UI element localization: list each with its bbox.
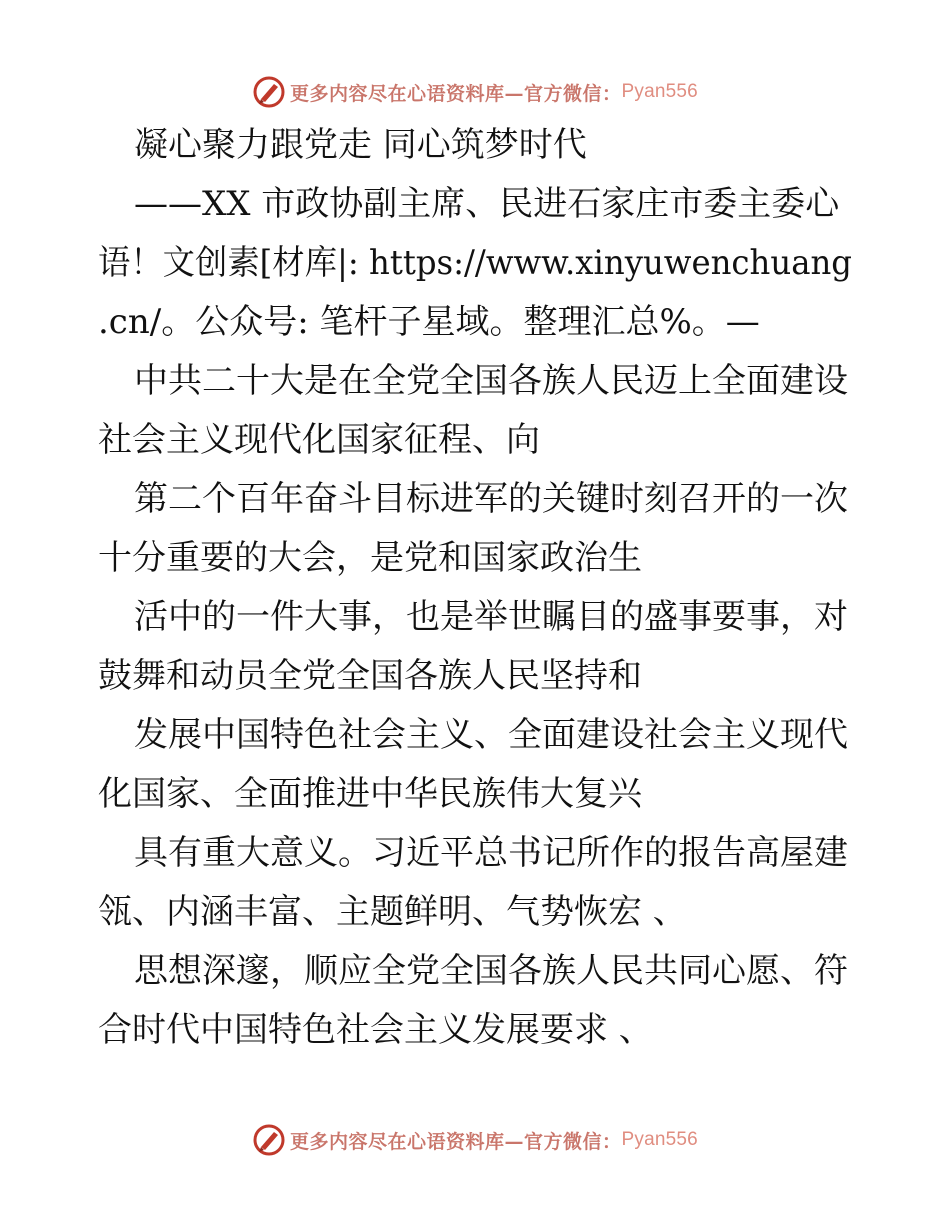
footer-banner-text: 更多内容尽在心语资料库—官方微信： — [290, 1130, 622, 1153]
text-line: 化国家、全面推进中华民族伟大复兴 — [98, 774, 642, 814]
text-line: 具有重大意义。习近平总书记所作的报告高屋建 — [134, 833, 848, 873]
text-line: 第二个百年奋斗目标进军的关键时刻召开的一次 — [134, 479, 848, 519]
header-banner — [0, 72, 950, 112]
footer-wechat-id: Pyan556 — [621, 1129, 698, 1150]
text-line: 合时代中国特色社会主义发展要求 、 — [98, 1010, 653, 1050]
header-wechat-id: Pyan556 — [621, 81, 698, 102]
text-line: 社会主义现代化国家征程、向 — [98, 420, 540, 460]
text-line: 发展中国特色社会主义、全面建设社会主义现代 — [134, 715, 848, 755]
document-title: 凝心聚力跟党走 同心筑梦时代 — [134, 125, 587, 165]
red-quill-logo-icon — [252, 75, 286, 109]
text-line: 瓴、内涵丰富、主题鲜明、气势恢宏 、 — [98, 892, 687, 932]
document-subtitle: ——XX 市政协副主席、民进石家庄市委主委心 — [134, 184, 840, 224]
text-line: 中共二十大是在全党全国各族人民迈上全面建设 — [134, 361, 848, 401]
text-line: 十分重要的大会，是党和国家政治生 — [98, 538, 642, 578]
footer-banner — [0, 1120, 950, 1160]
text-line: 鼓舞和动员全党全国各族人民坚持和 — [98, 656, 642, 696]
header-banner-text: 更多内容尽在心语资料库—官方微信： — [290, 82, 622, 105]
text-line: 活中的一件大事，也是举世瞩目的盛事要事，对 — [134, 597, 848, 637]
text-line: .cn/。公众号: 笔杆子星域。整理汇总%。— — [98, 302, 760, 342]
text-line: 思想深邃，顺应全党全国各族人民共同心愿、符 — [134, 951, 848, 991]
red-quill-logo-icon — [252, 1123, 286, 1157]
text-line: 语！文创素[材库|: https://www.xinyuwenchuang — [98, 243, 852, 283]
